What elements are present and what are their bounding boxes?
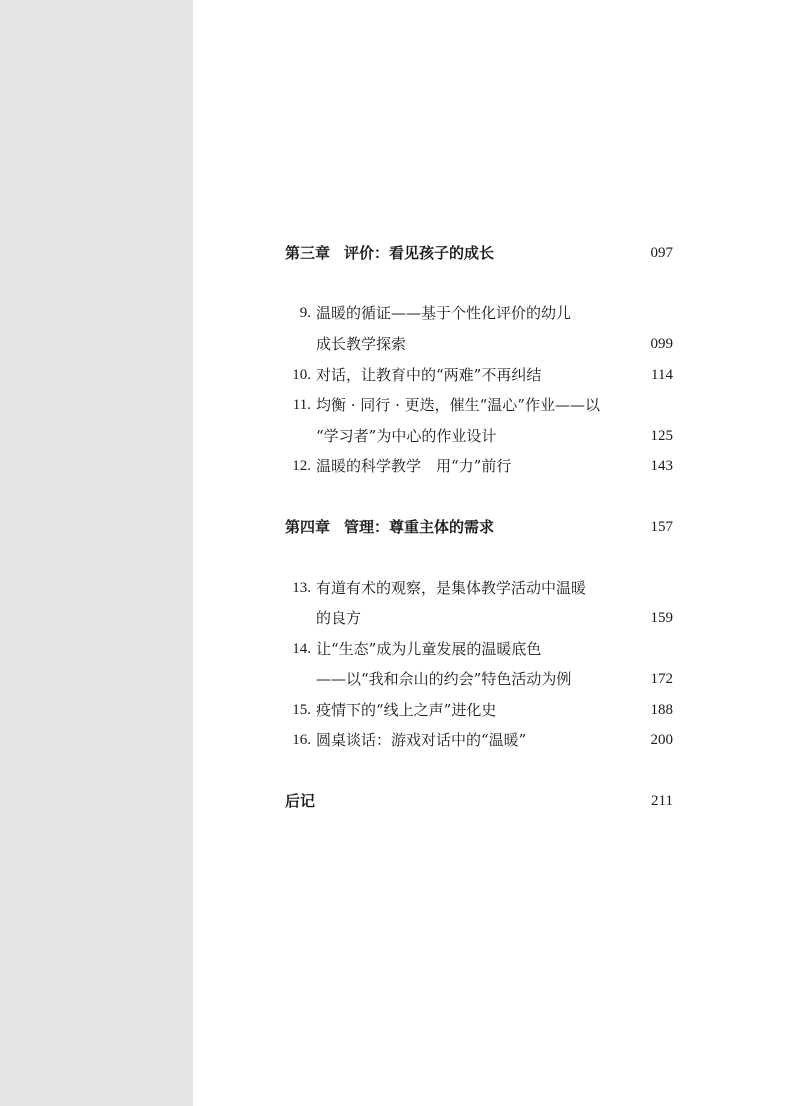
toc-entry-10 <box>285 364 673 386</box>
entry-number: 12. <box>292 458 311 474</box>
toc-entry-13-cont <box>285 607 673 629</box>
entry-page-number: 143 <box>650 458 673 474</box>
entry-page-number: 200 <box>650 732 673 748</box>
entry-title-line-2: 的良方 <box>316 609 362 627</box>
chapter-heading-4 <box>285 516 673 538</box>
chapter-label: 第三章 <box>285 244 331 262</box>
entry-page-number: 159 <box>650 610 673 626</box>
entry-title-line-1: 圆桌谈话：游戏对话中的“温暖” <box>316 731 527 749</box>
toc-entry-15 <box>285 699 673 721</box>
entry-page-number: 099 <box>650 336 673 352</box>
chapter-label: 后记 <box>285 792 316 810</box>
chapter-page-number: 211 <box>651 793 673 809</box>
entry-page-number: 188 <box>650 702 673 718</box>
toc-entry-11 <box>285 394 673 416</box>
chapter-page-number: 097 <box>650 245 673 261</box>
entry-page-number: 172 <box>650 671 673 687</box>
entry-number: 11. <box>292 397 311 413</box>
chapter-label: 第四章 <box>285 518 331 536</box>
afterword-heading <box>285 790 673 812</box>
entry-number: 14. <box>292 641 311 657</box>
entry-title-line-1: 有道有术的观察，是集体教学活动中温暖 <box>316 579 587 597</box>
entry-number: 15. <box>292 702 311 718</box>
chapter-heading-3 <box>285 242 673 264</box>
toc-entry-9-cont <box>285 333 673 355</box>
entry-number: 10. <box>292 367 311 383</box>
entry-title-line-1: 对话，让教育中的“两难”不再纠结 <box>316 366 542 384</box>
toc-entry-12 <box>285 455 673 477</box>
entry-number: 13. <box>292 580 311 596</box>
toc-entry-13 <box>285 577 673 599</box>
entry-title-line-1: 温暖的循证——基于个性化评价的幼儿 <box>316 304 572 322</box>
entry-page-number: 114 <box>651 367 673 383</box>
entry-title-line-2: “学习者”为中心的作业设计 <box>316 427 497 445</box>
entry-title-line-1: 温暖的科学教学 用“力”前行 <box>316 457 512 475</box>
table-of-contents-page <box>193 0 790 1106</box>
toc-entry-14 <box>285 638 673 660</box>
entry-title-line-1: 疫情下的“线上之声”进化史 <box>316 701 497 719</box>
left-page-gutter <box>0 0 193 1106</box>
chapter-title: 评价：看见孩子的成长 <box>344 244 495 262</box>
entry-number: 16. <box>292 732 311 748</box>
entry-page-number: 125 <box>650 428 673 444</box>
toc-entry-9 <box>285 302 673 324</box>
entry-title-line-2: ——以“我和佘山的约会”特色活动为例 <box>316 670 572 688</box>
chapter-page-number: 157 <box>650 519 673 535</box>
toc-entry-14-cont <box>285 668 673 690</box>
toc-entry-11-cont <box>285 425 673 447</box>
chapter-title: 管理：尊重主体的需求 <box>344 518 495 536</box>
toc-entry-16 <box>285 729 673 751</box>
entry-number: 9. <box>299 305 311 321</box>
entry-title-line-2: 成长教学探索 <box>316 335 407 353</box>
entry-title-line-1: 均衡 · 同行 · 更迭，催生“温心”作业——以 <box>316 396 600 414</box>
entry-title-line-1: 让“生态”成为儿童发展的温暖底色 <box>316 640 542 658</box>
